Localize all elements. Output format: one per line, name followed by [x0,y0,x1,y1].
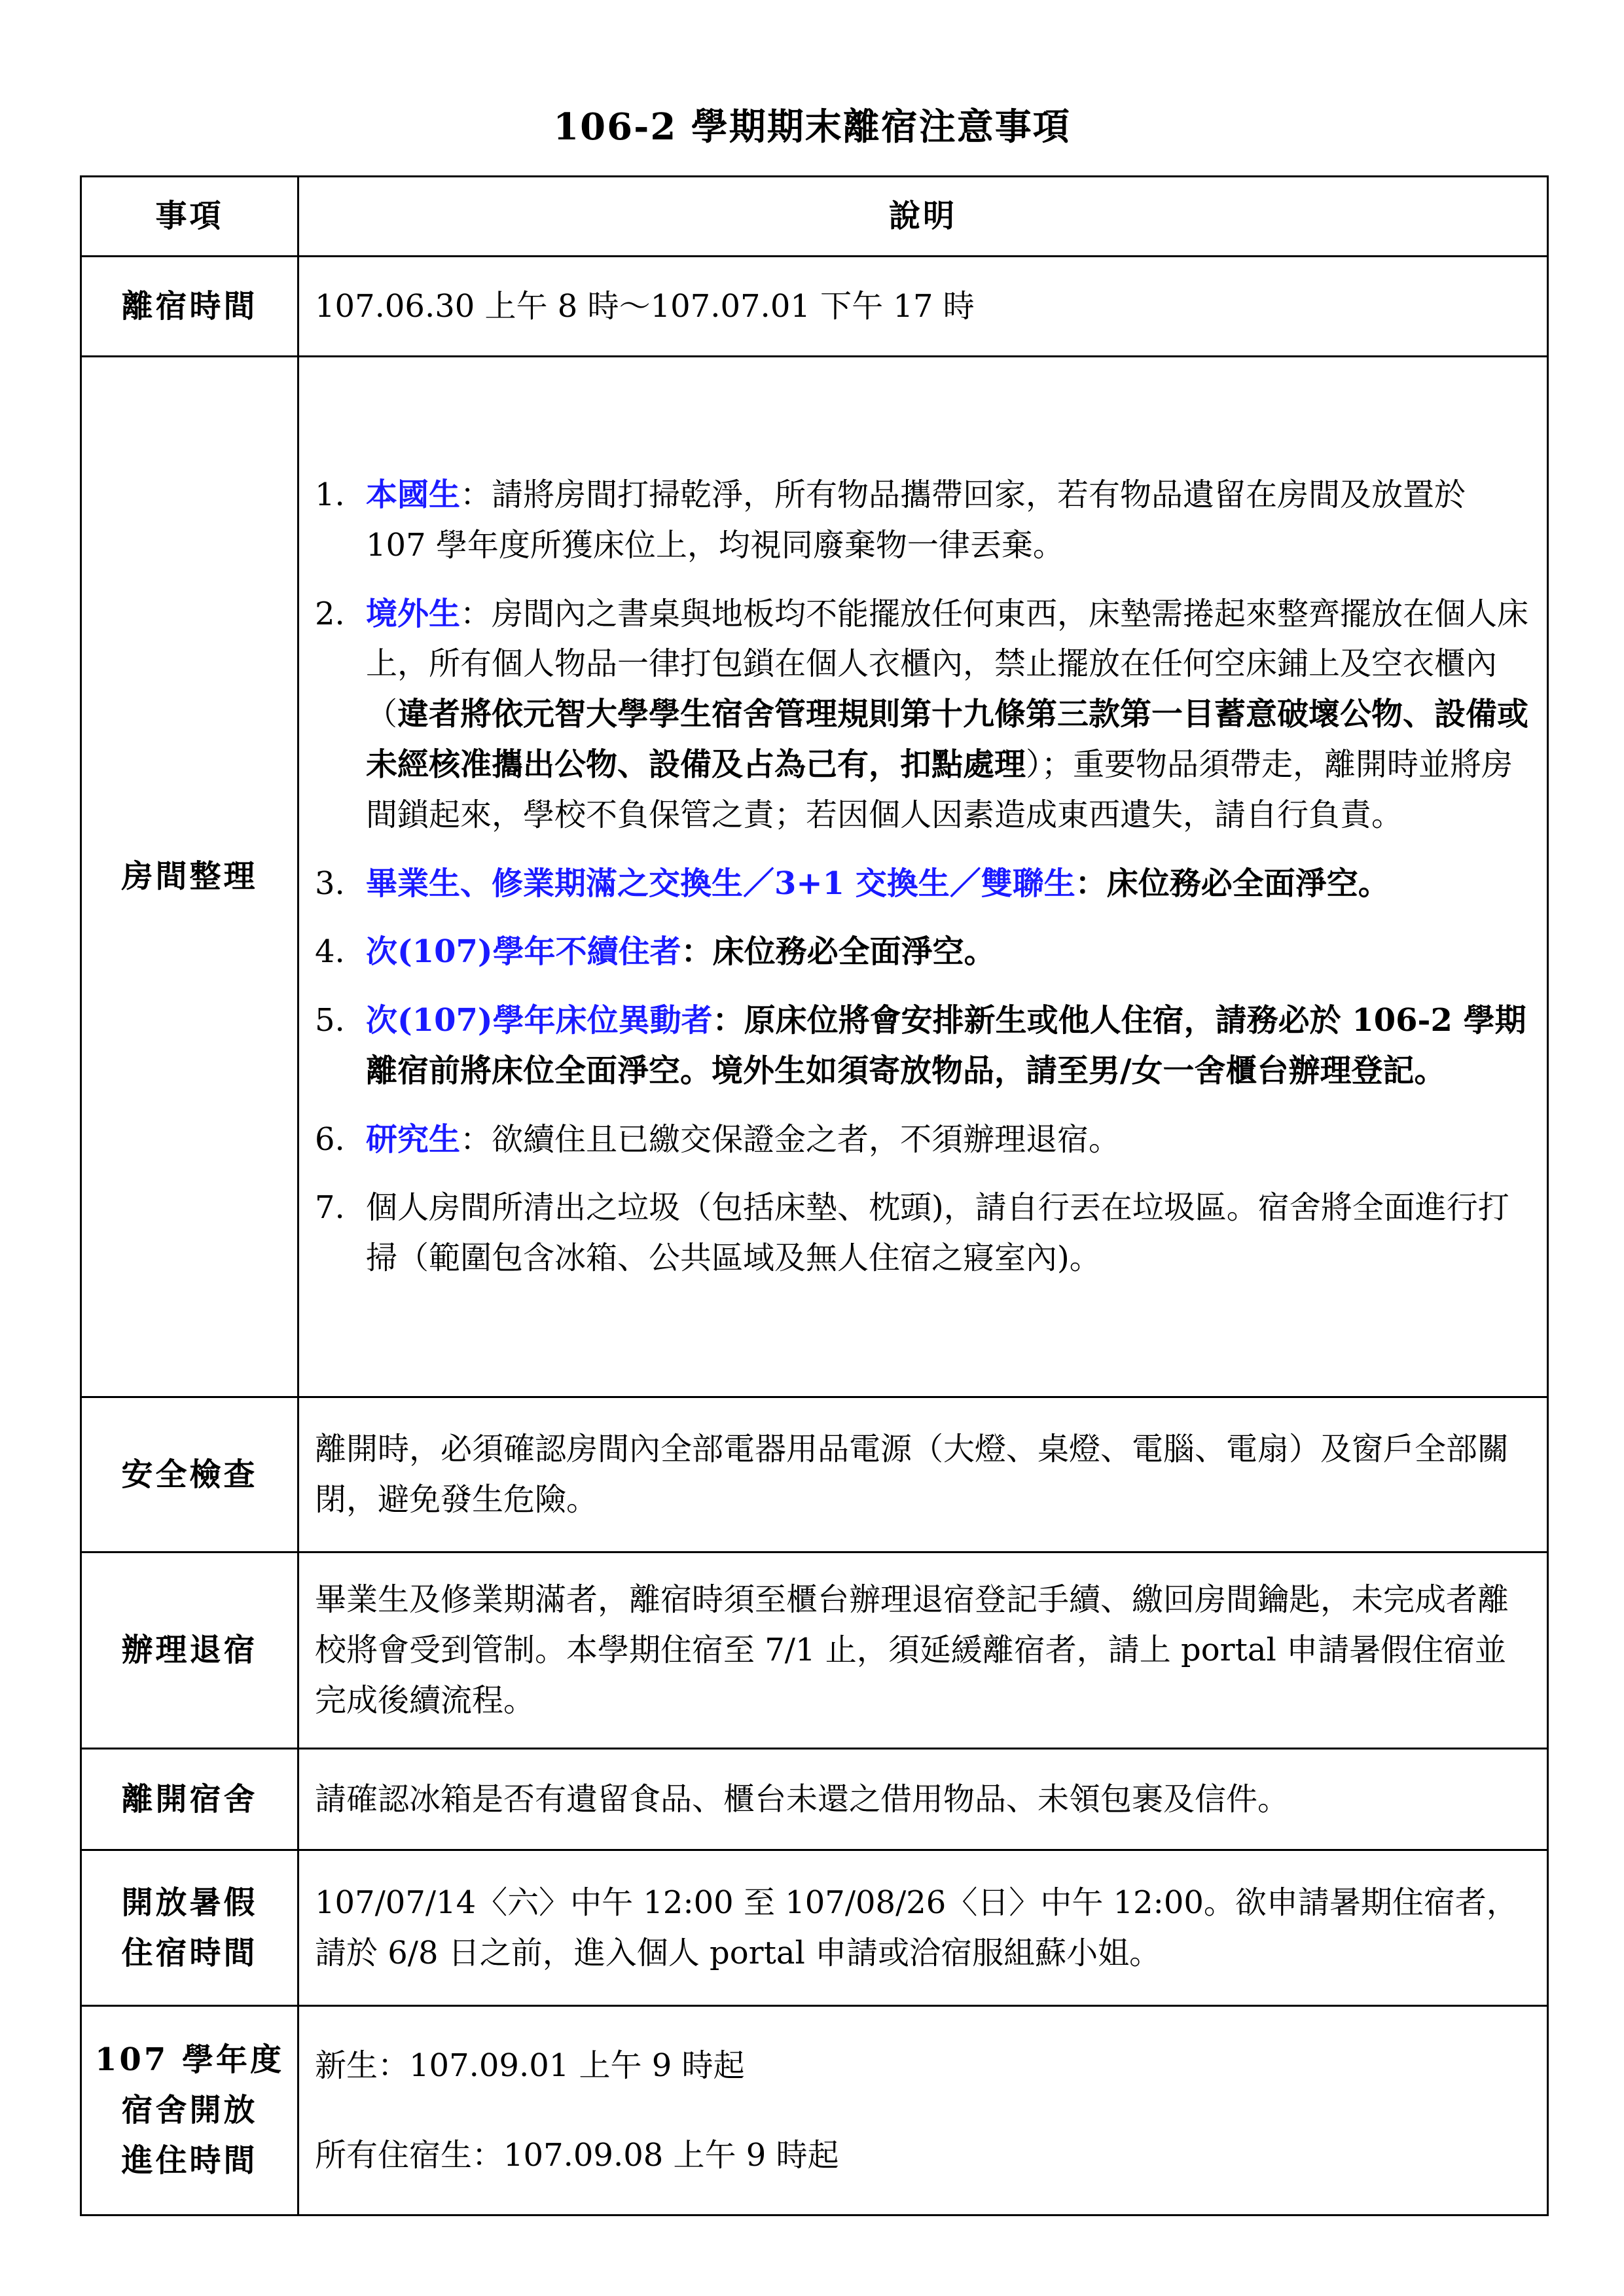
list-item [315,589,1531,840]
item-number: 7. [315,1189,345,1227]
list-item [315,1115,1531,1165]
row-next-year [81,2006,1548,2215]
row-leaving [81,1749,1548,1850]
header-description: 說明 [298,177,1548,257]
row-checkout-procedure [81,1552,1548,1749]
list-item [315,927,1531,977]
row-label-line: 107 學年度 [95,2041,284,2079]
row-label [81,2006,298,2215]
item-lead: 境外生 [366,595,461,632]
row-label-line: 開放暑假 [121,1884,258,1921]
row-safety [81,1397,1548,1552]
row-checkout-time [81,257,1548,357]
item-lead: 次(107)學年床位異動者 [366,1002,713,1039]
item-text: ：欲續住且已繳交保證金之者，不須辦理退宿。 [460,1121,1121,1158]
item-number: 2. [315,595,345,632]
list-item [315,859,1531,909]
row-text-line: 新生：107.09.01 上午 9 時起 [315,2047,745,2084]
row-text: 請確認冰箱是否有遺留食品、櫃台未還之借用物品、未領包裹及信件。 [298,1749,1548,1850]
item-text: 個人房間所清出之垃圾（包括床墊、枕頭)，請自行丟在垃圾區。宿舍將全面進行打掃（範圍包含冰箱、公共區域及無人住宿之寢室內)。 [366,1189,1509,1277]
item-lead: 研究生 [366,1121,461,1158]
next-year-cell [298,2006,1548,2215]
item-number: 4. [315,933,345,971]
row-text: 107/07/14〈六〉中午 12:00 至 107/08/26〈日〉中午 12:00。欲申請暑期住宿者，請於 6/8 日之前，進入個人 portal 申請或洽宿服組蘇小姐。 [298,1850,1548,2006]
row-text: 107.06.30 上午 8 時～107.07.01 下午 17 時 [298,257,1548,357]
row-label-line: 進住時間 [121,2142,258,2179]
row-label: 離開宿舍 [81,1749,298,1850]
item-tail-text: ）；重要物品須帶走，離開時並將房間鎖起來，學校不負保管之責；若因個人因素造成東西遺失，請自行負責。 [366,745,1513,833]
page-title: 106-2 學期期末離宿注意事項 [553,105,1071,149]
item-bold-text: ：床位務必全面淨空。 [1075,865,1390,902]
row-label: 離宿時間 [81,257,298,357]
item-lead: 畢業生、修業期滿之交換生／3+1 交換生／雙聯生 [366,865,1075,902]
row-summer-stay [81,1850,1548,2006]
item-text: ：房間內之書桌與地板均不能擺放任何東西，床墊需捲起來整齊擺放在個人床上，所有個人物品一律打包鎖在個人衣櫃內，禁止擺放在任何空床鋪上及空衣櫃內（ [366,595,1529,733]
row-text: 離開時，必須確認房間內全部電器用品電源（大燈、桌燈、電腦、電扇）及窗戶全部關閉，避免發生危險。 [298,1397,1548,1552]
item-number: 1. [315,476,345,513]
row-label: 辦理退宿 [81,1552,298,1749]
item-text: ：請將房間打掃乾淨，所有物品攜帶回家，若有物品遺留在房間及放置於 107 學年度所獲床位上，均視同廢棄物一律丟棄。 [366,476,1466,564]
row-label: 安全檢查 [81,1397,298,1552]
list-item [315,470,1531,571]
item-number: 3. [315,865,345,902]
item-bold-text: ：床位務必全面淨空。 [681,933,996,971]
row-text: 畢業生及修業期滿者，離宿時須至櫃台辦理退宿登記手續、繳回房間鑰匙，未完成者離校將會受到管制。本學期住宿至 7/1 止，須延緩離宿者，請上 portal 申請暑假住宿並完成後續流程。 [298,1552,1548,1749]
item-lead: 次(107)學年不續住者 [366,933,681,971]
item-lead: 本國生 [366,476,461,513]
list-item [315,1183,1531,1283]
room-items-cell [298,357,1548,1397]
row-label [81,1850,298,2006]
header-item: 事項 [81,177,298,257]
item-number: 6. [315,1121,345,1158]
list-item [315,996,1531,1096]
item-number: 5. [315,1002,345,1039]
notice-table [80,175,1549,2216]
row-label: 房間整理 [81,357,298,1397]
table-header-row [81,177,1548,257]
room-items-list [315,470,1531,1283]
row-label-line: 宿舍開放 [121,2092,258,2129]
item-bold-text: ：原床位將會安排新生或他人住宿，請務必於 106-2 學期離宿前將床位全面淨空。境外生如須寄放物品，請至男/女一舍櫃台辦理登記。 [366,1002,1526,1089]
row-label-line: 住宿時間 [121,1934,258,1971]
item-bold-text: 違者將依元智大學學生宿舍管理規則第十九條第三款第一目蓄意破壞公物、設備或未經核准攜出公物、設備及占為己有，扣點處理 [366,696,1529,783]
row-room [81,357,1548,1397]
row-text-line: 所有住宿生：107.09.08 上午 9 時起 [315,2136,839,2174]
